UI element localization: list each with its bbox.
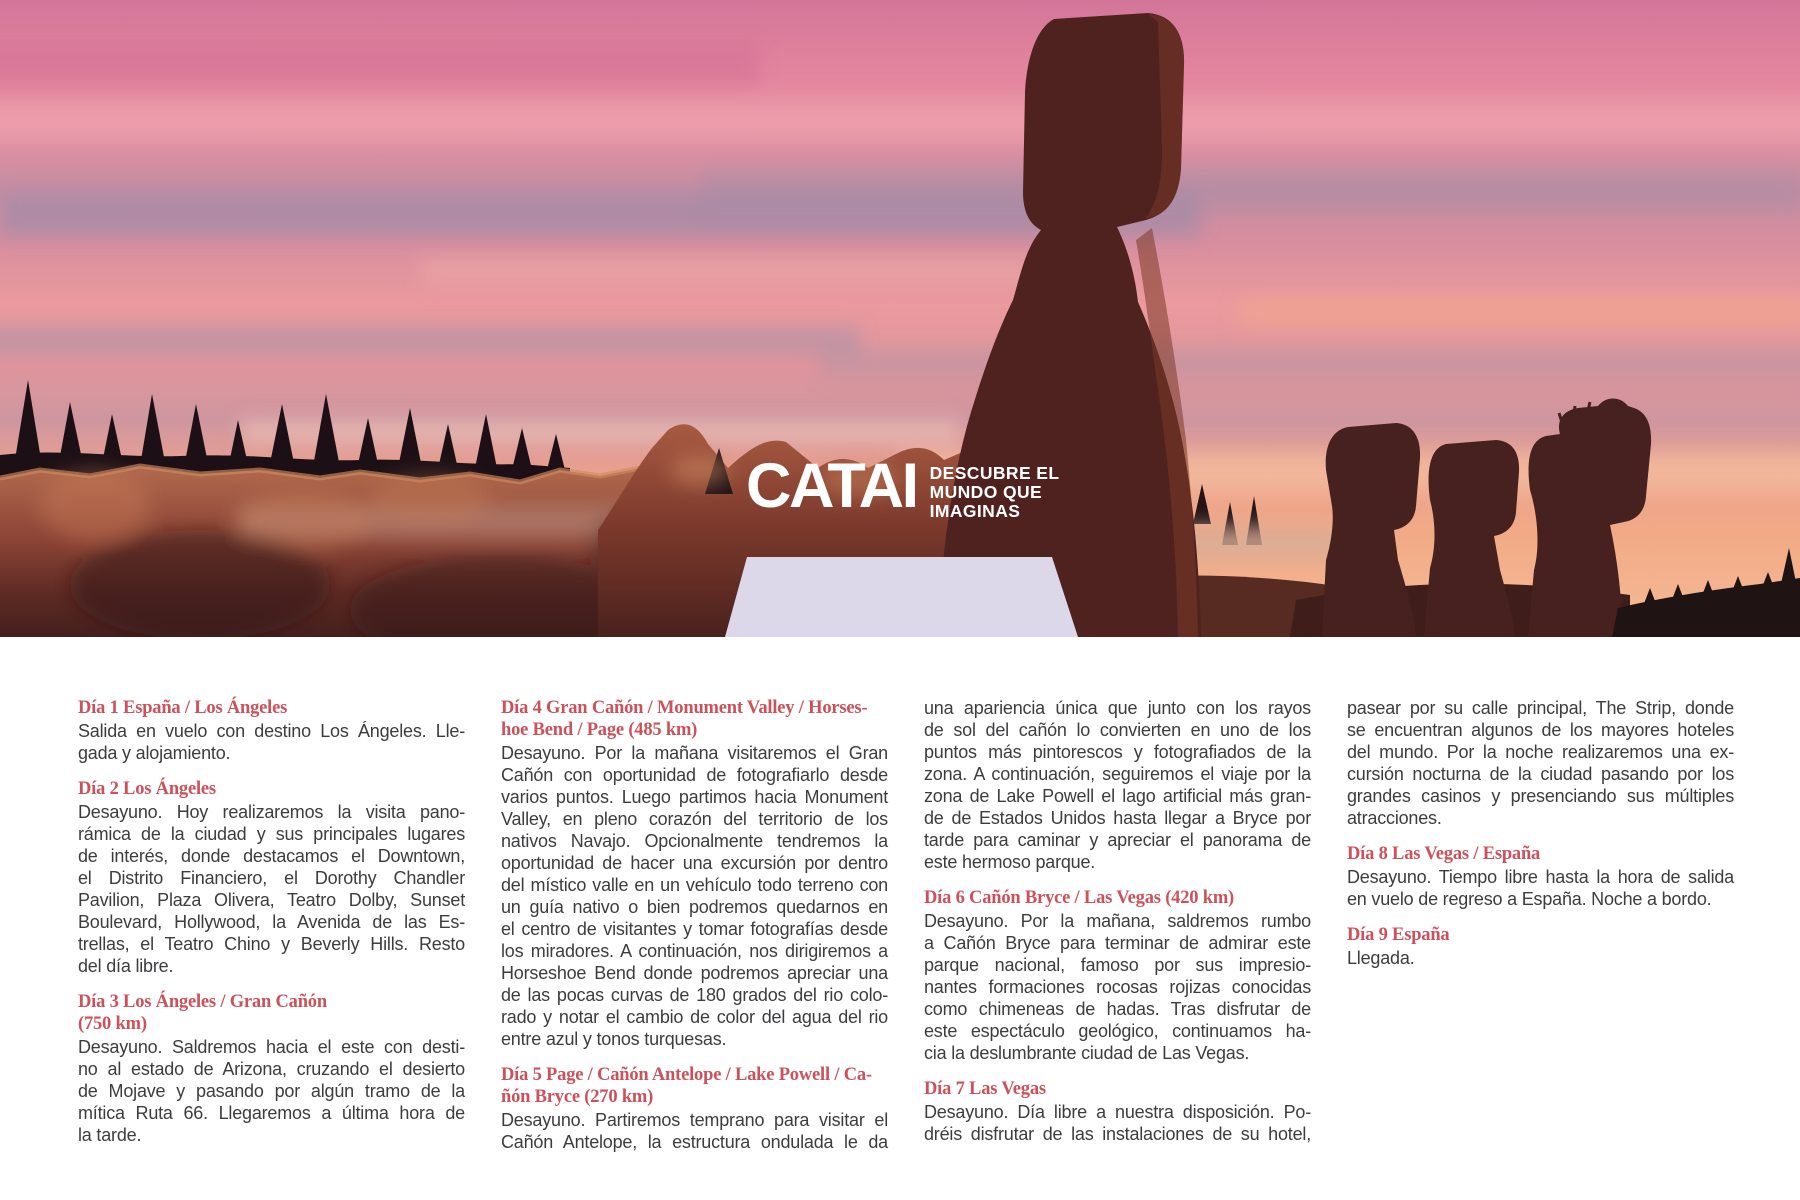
brand-tagline	[930, 464, 1060, 521]
brand-logo	[746, 451, 1060, 521]
itinerary-line: Desayuno. Por la mañana visitaremos el Gran	[501, 743, 888, 763]
day-heading-line: Día 8 Las Vegas / España	[1347, 844, 1541, 864]
itinerary-column	[78, 697, 465, 1167]
itinerary-line: oportunidad de hacer una excursión por dentro	[501, 853, 888, 873]
itinerary-line: cia la deslumbrante ciudad de Las Vegas.	[924, 1043, 1250, 1063]
itinerary-line: zona. A continuación, seguiremos el viaje por la	[924, 764, 1311, 784]
day-paragraph	[1347, 866, 1734, 910]
itinerary-line: de las pocas curvas de 180 grados del rio colo-	[501, 985, 888, 1005]
itinerary-line: grandes casinos y presenciando sus múltiples	[1347, 786, 1734, 806]
itinerary-line: el centro de visitantes y tomar fotografías desde	[501, 919, 888, 939]
day-heading-line: Día 5 Page / Cañón Antelope / Lake Powell / Ca-	[501, 1065, 872, 1085]
day-heading	[78, 991, 465, 1035]
itinerary-line: Salida en vuelo con destino Los Ángeles. Lle-	[78, 721, 465, 741]
day-paragraph	[1347, 697, 1734, 829]
itinerary-line: un guía nativo o bien podremos quedarnos en	[501, 897, 888, 917]
itinerary-line: cursión nocturna de la ciudad pasando por los	[1347, 764, 1734, 784]
itinerary-line: Pavilion, Plaza Olivera, Teatro Dolby, Sunset	[78, 890, 465, 910]
day-heading-line: Día 4 Gran Cañón / Monument Valley / Horses-	[501, 698, 868, 718]
itinerary-line: de interés, donde destacamos el Downtown,	[78, 846, 465, 866]
itinerary-line: de Mojave y pasando por algún tramo de la	[78, 1081, 465, 1101]
itinerary-line: del místico valle en un vehículo todo terreno con	[501, 875, 888, 895]
day-paragraph	[924, 910, 1311, 1064]
day-heading-line: (750 km)	[78, 1014, 147, 1034]
itinerary-line: varios puntos. Luego partimos hacia Monument	[501, 787, 888, 807]
itinerary-line: puntos más pintorescos y fotografiados de la	[924, 742, 1311, 762]
day-heading	[924, 1078, 1311, 1100]
itinerary-line: tarde para caminar y apreciar el panorama de	[924, 830, 1311, 850]
day-heading-line: ñón Bryce (270 km)	[501, 1087, 654, 1107]
itinerary-line: Valley, en pleno corazón del territorio de los	[501, 809, 888, 829]
itinerary-columns	[78, 697, 1734, 1167]
itinerary-line: de de Estados Unidos hasta llegar a Bryce por	[924, 808, 1311, 828]
brand-tagline-line: DESCUBRE EL	[929, 463, 1060, 483]
itinerary-line: pasear por su calle principal, The Strip, donde	[1347, 698, 1734, 718]
day-heading-line: hoe Bend / Page (485 km)	[501, 720, 698, 740]
itinerary-line: parque nacional, famoso por sus impresio-	[924, 955, 1311, 975]
day-paragraph	[924, 697, 1311, 873]
day-paragraph	[78, 801, 465, 977]
brand-tagline-line: IMAGINAS	[929, 501, 1021, 521]
itinerary-line: rámica de la ciudad y sus principales lugares	[78, 824, 465, 844]
itinerary-line: gada y alojamiento.	[78, 743, 231, 763]
day-heading	[78, 778, 465, 800]
itinerary-line: se encuentran algunos de los mayores hoteles	[1347, 720, 1734, 740]
day-paragraph	[78, 720, 465, 764]
itinerary-line: del mundo. Por la noche realizaremos una ex-	[1347, 742, 1734, 762]
itinerary-line: Desayuno. Por la mañana, saldremos rumbo	[924, 911, 1311, 931]
day-paragraph	[501, 742, 888, 1050]
itinerary-line: Llegada.	[1347, 948, 1415, 968]
itinerary-column	[1347, 697, 1734, 1167]
day-heading-line: Día 3 Los Ángeles / Gran Cañón	[78, 992, 327, 1012]
itinerary-column	[501, 697, 888, 1167]
day-heading-line: Día 2 Los Ángeles	[78, 779, 216, 799]
itinerary-line: este espectáculo geológico, continuamos ha-	[924, 1021, 1311, 1041]
day-heading	[78, 697, 465, 719]
day-heading	[501, 1064, 888, 1108]
itinerary-line: los miradores. A continuación, nos dirigiremos a	[501, 941, 888, 961]
itinerary-line: la tarde.	[78, 1125, 142, 1145]
brand-tagline-line: MUNDO QUE	[929, 482, 1043, 502]
itinerary-line: como chimeneas de hadas. Tras disfrutar de	[924, 999, 1311, 1019]
day-paragraph	[924, 1101, 1311, 1145]
itinerary-line: entre azul y tonos turquesas.	[501, 1029, 727, 1049]
itinerary-line: no al estado de Arizona, cruzando el desierto	[78, 1059, 465, 1079]
itinerary-line: Cañón con oportunidad de fotografiarlo desde	[501, 765, 888, 785]
trapezoid-overlay	[725, 557, 1078, 637]
itinerary-line: Desayuno. Partiremos temprano para visitar el	[501, 1110, 888, 1130]
itinerary-line: dréis disfrutar de las instalaciones de su hotel,	[924, 1124, 1311, 1144]
day-paragraph	[501, 1109, 888, 1153]
itinerary-column	[924, 697, 1311, 1167]
day-heading-line: Día 9 España	[1347, 925, 1450, 945]
itinerary-line: rado y notar el cambio de color del agua del rio	[501, 1007, 888, 1027]
itinerary-line: a Cañón Bryce para terminar de admirar este	[924, 933, 1311, 953]
itinerary-line: nantes formaciones rocosas rojizas conocidas	[924, 977, 1311, 997]
day-heading	[1347, 924, 1734, 946]
itinerary-line: el Distrito Financiero, el Dorothy Chandler	[78, 868, 465, 888]
itinerary-line: Boulevard, Hollywood, la Avenida de las Es-	[78, 912, 465, 932]
day-heading	[924, 887, 1311, 909]
itinerary-line: atracciones.	[1347, 808, 1442, 828]
itinerary-line: una apariencia única que junto con los rayos	[924, 698, 1311, 718]
itinerary-line: Desayuno. Día libre a nuestra disposición. Po-	[924, 1102, 1311, 1122]
day-heading	[1347, 843, 1734, 865]
itinerary-line: zona de Lake Powell el lago artificial más gran-	[924, 786, 1311, 806]
itinerary-line: mítica Ruta 66. Llegaremos a última hora de	[78, 1103, 465, 1123]
day-heading-line: Día 7 Las Vegas	[924, 1079, 1046, 1099]
day-heading-line: Día 6 Cañón Bryce / Las Vegas (420 km)	[924, 888, 1234, 908]
day-heading	[501, 697, 888, 741]
itinerary-line: en vuelo de regreso a España. Noche a bordo.	[1347, 889, 1712, 909]
itinerary-line: Horseshoe Bend donde podremos apreciar una	[501, 963, 888, 983]
itinerary-line: este hermoso parque.	[924, 852, 1096, 872]
itinerary-line: Desayuno. Tiempo libre hasta la hora de salida	[1347, 867, 1734, 887]
itinerary-line: Desayuno. Hoy realizaremos la visita pano-	[78, 802, 465, 822]
itinerary-line: nativos Navajo. Opcionalmente tendremos la	[501, 831, 888, 851]
itinerary-line: Cañón Antelope, la estructura ondulada le da	[501, 1132, 888, 1152]
day-paragraph	[1347, 947, 1734, 969]
brand-logo-text: CATAI	[746, 451, 917, 521]
itinerary-line: Desayuno. Saldremos hacia el este con desti-	[78, 1037, 465, 1057]
itinerary-line: de sol del cañón lo convierten en uno de los	[924, 720, 1311, 740]
itinerary-line: trellas, el Teatro Chino y Beverly Hills. Resto	[78, 934, 465, 954]
day-paragraph	[78, 1036, 465, 1146]
day-heading-line: Día 1 España / Los Ángeles	[78, 698, 288, 718]
itinerary-line: del día libre.	[78, 956, 174, 976]
